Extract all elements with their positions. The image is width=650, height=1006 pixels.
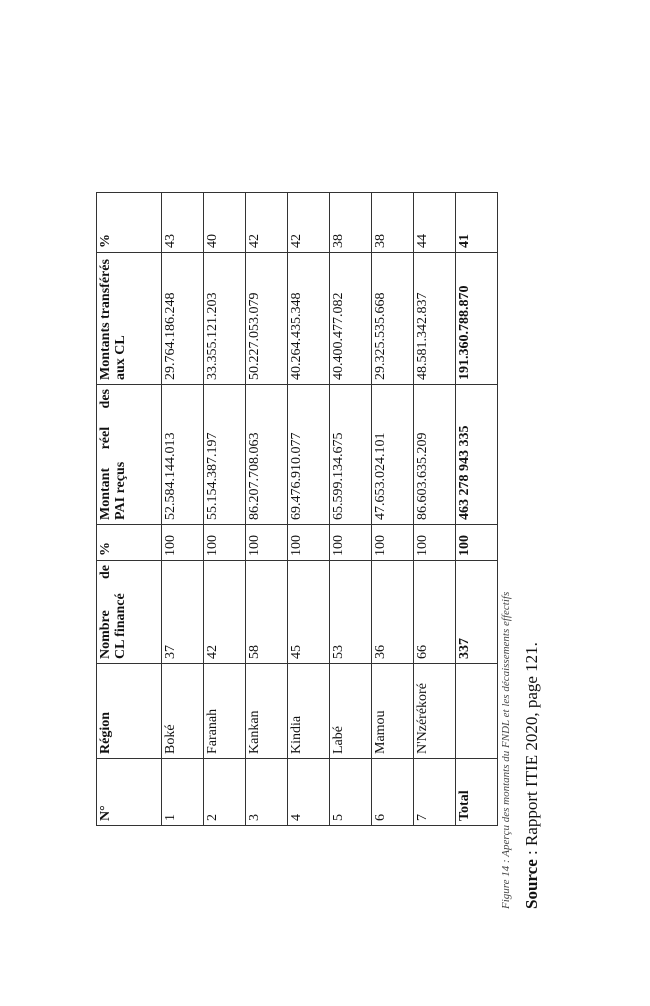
cell-nombre: 45 (288, 561, 330, 664)
total-montant: 463 278 943 335 (456, 385, 498, 525)
source-label: Source (522, 859, 541, 909)
cell-region: Faranah (204, 664, 246, 759)
cell-region: Mamou (372, 664, 414, 759)
table-row (288, 193, 330, 826)
cell-no: 4 (288, 759, 330, 826)
cell-nombre: 66 (414, 561, 456, 664)
cell-montant: 47.653.024.101 (372, 385, 414, 525)
header-pct1: % (97, 525, 162, 561)
cell-no: 3 (246, 759, 288, 826)
table-row (246, 193, 288, 826)
cell-pct1: 100 (372, 525, 414, 561)
cell-pct1: 100 (204, 525, 246, 561)
cell-region: N'Nzérékoré (414, 664, 456, 759)
cell-nombre: 36 (372, 561, 414, 664)
header-nombre-cl-line2: CL financé (112, 593, 128, 659)
total-label: Total (456, 759, 498, 826)
header-montant (97, 385, 162, 525)
cell-pct2: 40 (204, 193, 246, 253)
cell-transferes: 33.355.121.203 (204, 253, 246, 385)
cell-no: 6 (372, 759, 414, 826)
total-nombre: 337 (456, 561, 498, 664)
fndl-table (96, 192, 498, 826)
cell-region (456, 664, 498, 759)
cell-montant: 69.476.910.077 (288, 385, 330, 525)
total-pct2: 41 (456, 193, 498, 253)
total-transferes: 191.360.788.870 (456, 253, 498, 385)
table-row (162, 193, 204, 826)
table-row (330, 193, 372, 826)
cell-pct2: 42 (246, 193, 288, 253)
header-region: Région (97, 664, 162, 759)
cell-nombre: 53 (330, 561, 372, 664)
cell-pct1: 100 (288, 525, 330, 561)
table-row (372, 193, 414, 826)
source-text: : Rapport ITIE 2020, page 121. (522, 642, 541, 860)
cell-pct1: 100 (414, 525, 456, 561)
total-row (456, 193, 498, 826)
header-pct2: % (97, 193, 162, 253)
cell-region: Kindia (288, 664, 330, 759)
cell-montant: 52.584.144.013 (162, 385, 204, 525)
cell-transferes: 29.764.186.248 (162, 253, 204, 385)
header-no: N° (97, 759, 162, 826)
table-header-row (97, 193, 162, 826)
cell-region: Boké (162, 664, 204, 759)
table-row (414, 193, 456, 826)
total-pct1: 100 (456, 525, 498, 561)
figure-caption: Figure 14 : Aperçu des montants du FNDL et les décaissements effectifs (500, 591, 512, 909)
header-transferes-line2: aux CL (112, 335, 128, 380)
cell-montant: 55.154.387.197 (204, 385, 246, 525)
source-line (522, 642, 542, 909)
header-transferes-line1: Montants transférés (98, 259, 113, 380)
cell-region: Labé (330, 664, 372, 759)
header-montant-line1: Montant réel des (98, 389, 113, 520)
cell-pct2: 42 (288, 193, 330, 253)
cell-pct1: 100 (246, 525, 288, 561)
cell-transferes: 29.325.535.668 (372, 253, 414, 385)
cell-transferes: 50.227.053.079 (246, 253, 288, 385)
cell-no: 2 (204, 759, 246, 826)
cell-transferes: 40.264.435.348 (288, 253, 330, 385)
header-transferes (97, 253, 162, 385)
cell-region: Kankan (246, 664, 288, 759)
cell-pct2: 38 (330, 193, 372, 253)
cell-pct1: 100 (162, 525, 204, 561)
cell-no: 7 (414, 759, 456, 826)
cell-nombre: 58 (246, 561, 288, 664)
header-nombre-cl (97, 561, 162, 664)
cell-pct2: 44 (414, 193, 456, 253)
cell-montant: 86.603.635.209 (414, 385, 456, 525)
header-montant-line2: PAI reçus (112, 461, 128, 520)
table-row (204, 193, 246, 826)
cell-pct2: 38 (372, 193, 414, 253)
cell-no: 1 (162, 759, 204, 826)
cell-no: 5 (330, 759, 372, 826)
cell-montant: 65.599.134.675 (330, 385, 372, 525)
header-nombre-cl-line1: Nombre de (98, 565, 113, 659)
cell-pct1: 100 (330, 525, 372, 561)
cell-nombre: 37 (162, 561, 204, 664)
cell-transferes: 48.581.342.837 (414, 253, 456, 385)
cell-nombre: 42 (204, 561, 246, 664)
cell-pct2: 43 (162, 193, 204, 253)
cell-transferes: 40.400.477.082 (330, 253, 372, 385)
cell-montant: 86.207.708.063 (246, 385, 288, 525)
